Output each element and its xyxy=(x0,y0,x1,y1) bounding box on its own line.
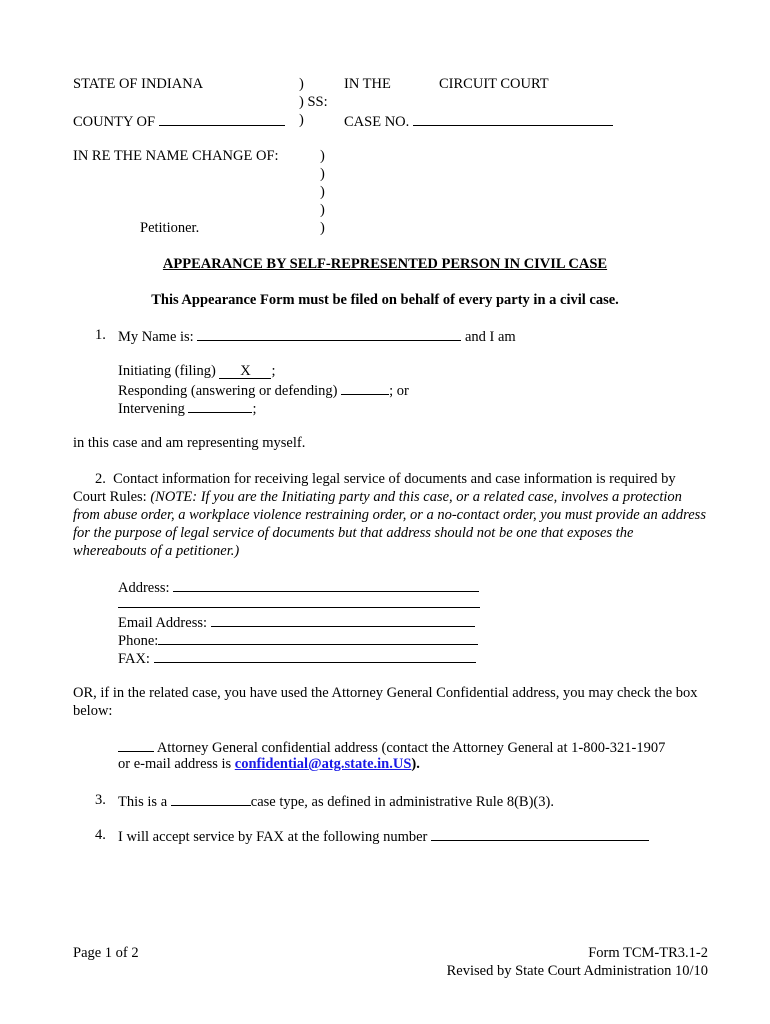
petitioner-label: Petitioner. xyxy=(140,220,200,236)
caption-paren-2: ) xyxy=(299,112,304,128)
form-subtitle: This Appearance Form must be filed on behalf of every party in a civil case. xyxy=(151,292,619,308)
responding-line xyxy=(118,380,409,400)
case-type-field[interactable] xyxy=(171,791,251,806)
email-label: Email Address: xyxy=(118,615,208,631)
form-title: APPEARANCE BY SELF-REPRESENTED PERSON IN CIVIL CASE xyxy=(162,256,608,272)
email-field[interactable] xyxy=(211,612,475,627)
revised-note: Revised by State Court Administration 10/10 xyxy=(446,963,708,979)
ag-email-link[interactable]: confidential@atg.state.in.US xyxy=(234,756,412,772)
address-field[interactable] xyxy=(173,577,479,592)
case-no-line xyxy=(344,111,613,131)
county-line xyxy=(73,111,285,131)
item4-number: 4. xyxy=(95,827,106,843)
initiating-semicolon: ; xyxy=(271,363,276,379)
responding-semicolon-or: ; or xyxy=(389,383,409,399)
item3-line xyxy=(118,791,554,811)
item4-text: I will accept service by FAX at the following number xyxy=(118,829,428,845)
address-field-line-2[interactable] xyxy=(118,592,480,608)
initiating-field[interactable] xyxy=(219,364,271,379)
intervening-semicolon: ; xyxy=(252,401,257,417)
item3-suffix: case type, as defined in administrative Rule 8(B)(3). xyxy=(250,794,554,810)
representing-text: in this case and am representing myself. xyxy=(73,435,306,451)
page-number: Page 1 of 2 xyxy=(73,945,139,961)
in-re-label: IN RE THE NAME CHANGE OF: xyxy=(73,148,279,164)
address-label: Address: xyxy=(118,580,170,596)
county-label: COUNTY OF xyxy=(73,114,156,130)
ss-label: ) SS: xyxy=(299,94,328,110)
intervening-line xyxy=(118,398,257,418)
ag-email-suffix: ). xyxy=(411,756,420,772)
ag-checkbox-field[interactable] xyxy=(118,737,154,752)
item1-number: 1. xyxy=(95,327,106,343)
item3-prefix: This is a xyxy=(118,794,168,810)
phone-field[interactable] xyxy=(158,630,478,645)
item2-text: Contact information for receiving legal service of documents and case information is required by Court Rules: xyxy=(73,471,676,505)
caption-paren-7: ) xyxy=(320,220,325,236)
phone-label: Phone: xyxy=(118,633,159,649)
form-number: Form TCM-TR3.1-2 xyxy=(588,945,708,961)
intervening-field[interactable] xyxy=(188,398,252,413)
caption-paren-3: ) xyxy=(320,148,325,164)
responding-field[interactable] xyxy=(341,380,389,395)
case-no-label: CASE NO. xyxy=(344,114,410,130)
name-field[interactable] xyxy=(197,326,461,341)
case-no-field[interactable] xyxy=(413,111,613,126)
responding-label: Responding (answering or defending) xyxy=(118,383,338,399)
caption-paren-5: ) xyxy=(320,184,325,200)
name-label: My Name is: xyxy=(118,329,194,345)
fax-label: FAX: xyxy=(118,651,150,667)
initiating-label: Initiating (filing) xyxy=(118,363,216,379)
caption-paren-1: ) xyxy=(299,76,304,92)
ag-checkbox-line xyxy=(118,737,665,757)
circuit-court-label: CIRCUIT COURT xyxy=(439,76,549,92)
ag-email-prefix: or e-mail address is xyxy=(118,756,232,772)
fax-number-field[interactable] xyxy=(431,826,649,841)
item2-note: (NOTE: If you are the Initiating party and this case, or a related case, involves a protection from abuse order, a workplace violence restraining order, or a no-contact order, you must provide an address for the purpose of legal service of documents but that address should not be one that exposes the whereabouts of a petitioner.) xyxy=(73,489,706,559)
item2-paragraph xyxy=(73,470,707,560)
in-the-label: IN THE xyxy=(344,76,391,92)
item3-number: 3. xyxy=(95,792,106,808)
phone-line xyxy=(118,630,478,650)
fax-field[interactable] xyxy=(154,648,476,663)
email-line xyxy=(118,612,475,632)
item4-line xyxy=(118,826,649,846)
caption-paren-6: ) xyxy=(320,202,325,218)
county-field[interactable] xyxy=(159,111,285,126)
ag-checkbox-text: Attorney General confidential address (contact the Attorney General at 1-800-321-1907 xyxy=(156,740,666,756)
and-i-am-label: and I am xyxy=(464,329,516,345)
fax-line xyxy=(118,648,476,668)
initiating-value: X xyxy=(240,363,251,379)
ag-paragraph: OR, if in the related case, you have used the Attorney General Confidential address, you may check the box below: xyxy=(73,685,698,719)
item2-number: 2. xyxy=(95,471,106,487)
state-label: STATE OF INDIANA xyxy=(73,76,204,92)
initiating-line xyxy=(118,362,276,380)
caption-paren-4: ) xyxy=(320,166,325,182)
ag-email-line xyxy=(118,755,420,773)
item1-name-line xyxy=(118,326,516,346)
intervening-label: Intervening xyxy=(118,401,185,417)
